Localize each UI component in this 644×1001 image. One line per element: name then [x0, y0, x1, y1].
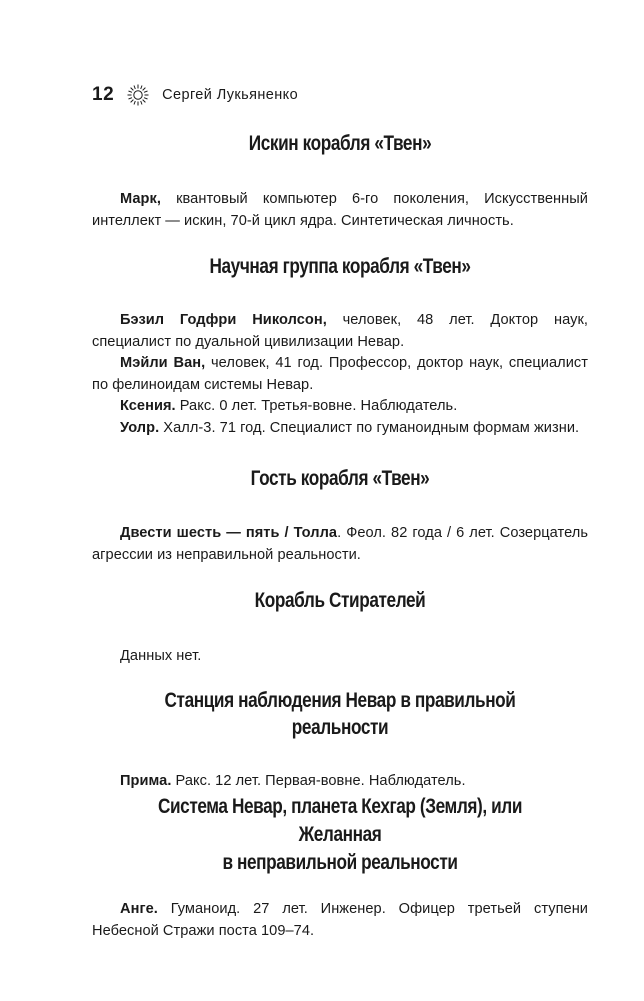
section-title-line: в неправильной реальности — [222, 851, 458, 874]
author-name: Сергей Лукьяненко — [162, 87, 299, 103]
character-entry — [92, 523, 588, 566]
section-ship-ai — [92, 130, 588, 232]
character-name: Прима. — [120, 773, 172, 789]
character-entry — [92, 396, 588, 418]
sun-ornament-icon — [126, 83, 150, 107]
character-description: человек, 41 год. Профессор, доктор наук, специалист по фелиноидам системы Невар. — [92, 355, 589, 393]
section-title: Научная группа корабля «Твен» — [209, 255, 471, 278]
character-entry — [92, 646, 588, 668]
character-description: Халл-3. 71 год. Специалист по гуманоидным формам жизни. — [159, 419, 580, 436]
character-description: Ракс. 0 лет. Третья-вовне. Наблюдатель. — [175, 398, 458, 414]
section-erasers-ship — [92, 587, 588, 668]
running-head — [92, 82, 298, 108]
section-ship-guest — [92, 465, 588, 566]
character-description: человек, 48 лет. Доктор наук, специалист по дуальной цивилизации Невар. — [92, 312, 588, 350]
character-entry — [92, 310, 588, 353]
page-number: 12 — [92, 84, 115, 105]
section-title: Станция наблюдения Невар в правильной реальности — [164, 689, 516, 739]
section-science-group — [92, 253, 588, 439]
character-description: квантовый компьютер 6-го поколения, Искусственный интеллект — искин, 70-й цикл ядра. Синтетическая личность. — [92, 191, 588, 229]
character-name: Мэйли Ван, — [120, 355, 206, 371]
section-observation-station — [92, 687, 588, 793]
character-name: Анге. — [120, 901, 158, 917]
character-name: Марк, — [120, 191, 161, 207]
character-description: Гуманоид. 27 лет. Инженер. Офицер третьей ступени Небесной Стражи поста 109–74. — [92, 901, 588, 939]
character-description: . Феол. 82 года / 6 лет. Созерцатель агрессии из неправильной реальности. — [92, 525, 588, 563]
character-name: Уолр. — [120, 419, 160, 436]
character-description: Данных нет. — [120, 648, 202, 664]
character-entry — [92, 899, 588, 942]
character-entry — [92, 189, 588, 232]
section-title: Корабль Стирателей — [254, 589, 426, 612]
section-title — [137, 793, 544, 877]
character-entry — [92, 353, 588, 396]
character-entry — [92, 418, 588, 440]
character-entry — [92, 771, 588, 793]
section-nevar-system — [92, 793, 588, 942]
character-description: Ракс. 12 лет. Первая-вовне. Наблюдатель. — [171, 773, 466, 789]
section-title-line: Система Невар, планета Кехгар (Земля), или Желанная — [157, 795, 523, 846]
section-title: Гость корабля «Твен» — [250, 467, 430, 490]
character-name: Ксения. — [120, 398, 176, 414]
section-title: Искин корабля «Твен» — [248, 132, 432, 155]
character-name: Двести шесть — пять / Толла — [120, 525, 338, 541]
character-name: Бэзил Годфри Николсон, — [120, 312, 327, 328]
